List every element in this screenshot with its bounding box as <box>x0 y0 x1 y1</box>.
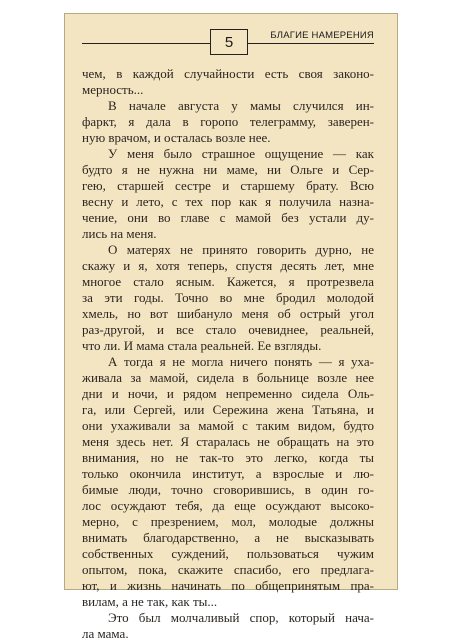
text-line: га, или Сергей, или Сережина жена Татьяна, и <box>82 402 374 417</box>
text-line: дни и ночи, и рядом непременно сидела Оль- <box>82 386 374 401</box>
page-number <box>210 29 248 55</box>
text-line: В начале августа у мамы случился ин- <box>108 98 374 113</box>
text-line: они ухаживали за мамой с таким видом, будто <box>82 418 374 433</box>
text-line: вилам, а не так, как ты... <box>82 594 218 609</box>
text-line: опытом, пока, скажите спасибо, его предлага- <box>82 562 374 577</box>
text-line: ную врачом, и осталась возле нее. <box>82 130 271 145</box>
text-line: будто я не нужна ни маме, ни Ольге и Сер- <box>82 162 374 177</box>
text-line: что ли. И мама стала реальней. Ее взгляды. <box>82 338 322 353</box>
page-number-text: 5 <box>224 33 234 51</box>
text-line: Это был молчаливый спор, который нача- <box>108 610 374 625</box>
text-line: ла мама. <box>82 626 129 641</box>
text-line: ют, и жизнь начинать по общепринятым пра- <box>82 578 374 593</box>
text-line: за эти годы. Точно во мне бродил молодой <box>82 290 374 305</box>
text-line: бимые люди, точно сговорившись, в один го- <box>82 482 374 497</box>
text-line: чение, они во главе с мамой без устали ду- <box>82 210 374 225</box>
text-line: скажу и я, хотя теперь, спустя десять лет, мне <box>82 258 374 273</box>
text-line: живала за мамой, сидела в больнице возле нее <box>82 370 374 385</box>
text-line: меня здесь нет. Я старалась не обращать на это <box>82 434 374 449</box>
text-line: А тогда я не могла ничего понять — я уха- <box>108 354 374 369</box>
text-line: чем, в каждой случайности есть своя законо- <box>82 66 374 81</box>
text-line: О матерях не принято говорить дурно, не <box>108 242 374 257</box>
text-line: собственных суждений, пользоваться чужим <box>82 546 374 561</box>
text-line: внимать благодарственно, а не высказывать <box>82 530 374 545</box>
text-line: только окончила институт, а взрослые и лю- <box>82 466 374 481</box>
running-title: БЛАГИЕ НАМЕРЕНИЯ <box>270 30 374 41</box>
text-line: весну и лето, с тех пор как я получила назна- <box>82 194 374 209</box>
text-line: фаркт, я дала в горопо телеграмму, заверен- <box>82 114 374 129</box>
text-line: мерно, с презрением, мол, молодые должны <box>82 514 374 529</box>
body-text <box>82 66 374 642</box>
text-line: лос осуждают тебя, да еще осуждают высоко- <box>82 498 374 513</box>
text-line: внимания, но не так-то это легко, когда ты <box>82 450 374 465</box>
text-line: многое стало ясным. Кажется, я протрезвела <box>82 274 374 289</box>
text-line: гею, старшей сестре и старшему брату. Всю <box>82 178 374 193</box>
text-line: хмель, но вот шибануло меня об острый угол <box>82 306 374 321</box>
text-line: лись на меня. <box>82 226 157 241</box>
text-line: раз-другой, и все стало очевиднее, реальней, <box>82 322 374 337</box>
text-line: мерность... <box>82 82 144 97</box>
text-line: У меня было страшное ощущение — как <box>108 146 374 161</box>
